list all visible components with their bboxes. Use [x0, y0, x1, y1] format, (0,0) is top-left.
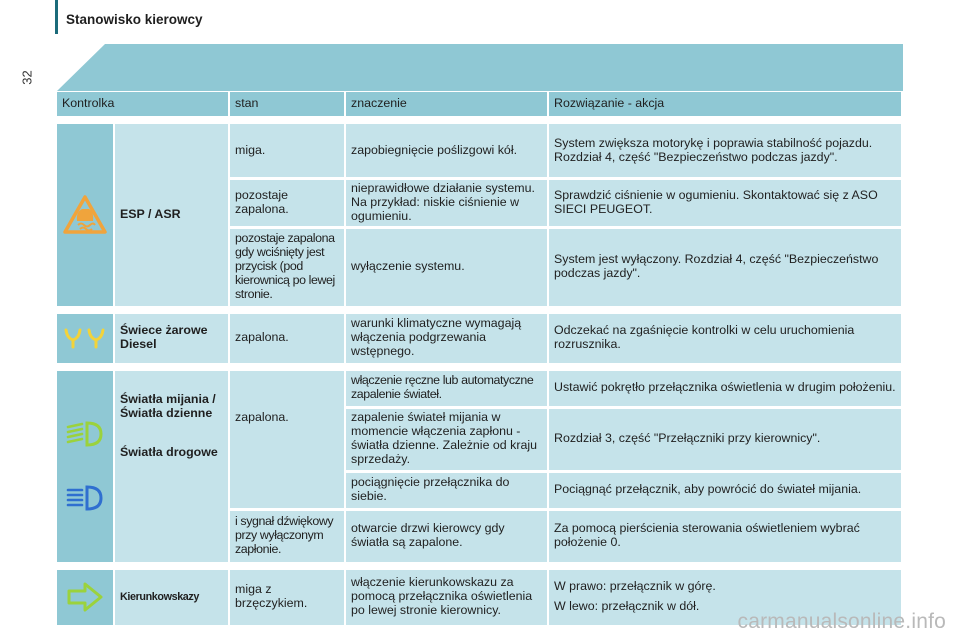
section-marker-bar	[55, 0, 58, 34]
header-znaczenie: znaczenie	[346, 92, 549, 119]
header-stan: stan	[230, 92, 346, 119]
esp-icon-cell	[57, 124, 115, 309]
indicators-znaczenie: włączenie kierunkowskazu za pomocą przełącznika oświetlenia po lewej stronie kierownicy.	[346, 570, 549, 628]
glow-plug-icon	[62, 326, 108, 350]
lights-akcja-1: Ustawić pokrętło przełącznika oświetlenia w drugim położeniu.	[549, 371, 903, 409]
glow-label: Świece żarowe Diesel	[115, 314, 230, 366]
esp-label: ESP / ASR	[115, 124, 230, 309]
esp-znaczenie-2: nieprawidłowe działanie systemu. Na przykład: niskie ciśnienie w ogumieniu.	[346, 180, 549, 229]
lights-znaczenie-2: zapalenie świateł mijania w momencie włączenia zapłonu - światła dzienne. Zależnie od kraju sprzedaży.	[346, 409, 549, 473]
lights-znaczenie-3: pociągnięcie przełącznika do siebie.	[346, 473, 549, 511]
glow-znaczenie: warunki klimatyczne wymagają włączenia podgrzewania wstępnego.	[346, 314, 549, 366]
lights-znaczenie-4: otwarcie drzwi kierowcy gdy światła są zapalone.	[346, 511, 549, 565]
header-kontrolka: Kontrolka	[57, 92, 230, 119]
esp-znaczenie-3: wyłączenie systemu.	[346, 229, 549, 309]
lights-akcja-2: Rozdział 3, część "Przełączniki przy kierownicy".	[549, 409, 903, 473]
table-banner	[57, 44, 903, 91]
dipped-beam-label: Światła mijania / Światła dzienne	[120, 391, 216, 420]
table-row	[57, 314, 903, 366]
lights-stan-sound: i sygnał dźwiękowy przy wyłączonym zapłonie.	[230, 511, 346, 565]
indicators-stan: miga z brzęczykiem.	[230, 570, 346, 628]
header-akcja: Rozwiązanie - akcja	[549, 92, 903, 119]
indicators-akcja-left: W lewo: przełącznik w dół.	[554, 599, 700, 614]
page-number: 32	[19, 70, 35, 85]
indicators-akcja-right: W prawo: przełącznik w górę.	[554, 579, 716, 594]
esp-akcja-3: System jest wyłączony. Rozdział 4, część "Bezpieczeństwo podczas jazdy".	[549, 229, 903, 309]
lights-akcja-4: Za pomocą pierścienia sterowania oświetleniem wybrać położenie 0.	[549, 511, 903, 565]
indicators-icon-cell	[57, 570, 115, 628]
esp-stan-3: pozostaje zapalona gdy wciśnięty jest przycisk (pod kierownicą po lewej stronie.	[230, 229, 346, 309]
main-beam-label: Światła drogowe	[120, 445, 218, 460]
lights-label-cell	[115, 371, 230, 565]
esp-warning-triangle-icon	[62, 194, 108, 236]
main-beam-icon	[62, 483, 108, 513]
turn-signal-arrow-icon	[62, 580, 108, 614]
glow-akcja: Odczekać na zgaśnięcie kontrolki w celu uruchomienia rozrusznika.	[549, 314, 903, 366]
lights-akcja-3: Pociągnąć przełącznik, aby powrócić do świateł mijania.	[549, 473, 903, 511]
lights-stan-main: zapalona.	[230, 371, 346, 511]
table-row	[57, 371, 903, 409]
glow-icon-cell	[57, 314, 115, 366]
dipped-beam-icon	[62, 419, 108, 449]
section-title: Stanowisko kierowcy	[66, 12, 203, 27]
lights-icon-cell	[57, 371, 115, 565]
esp-akcja-1: System zwiększa motorykę i poprawia stabilność pojazdu. Rozdział 4, część "Bezpieczeństwo podczas jazdy".	[549, 124, 903, 180]
watermark: carmanualsonline.info	[737, 610, 946, 633]
glow-stan: zapalona.	[230, 314, 346, 366]
indicators-label: Kierunkowskazy	[115, 570, 230, 628]
esp-znaczenie-1: zapobiegnięcie poślizgowi kół.	[346, 124, 549, 180]
table-header-row	[57, 92, 903, 119]
lights-znaczenie-1: włączenie ręczne lub automatyczne zapalenie świateł.	[346, 371, 549, 409]
esp-stan-1: miga.	[230, 124, 346, 180]
esp-akcja-2: Sprawdzić ciśnienie w ogumieniu. Skontaktować się z ASO SIECI PEUGEOT.	[549, 180, 903, 229]
table-row	[57, 124, 903, 180]
esp-stan-2: pozostaje zapalona.	[230, 180, 346, 229]
warning-lights-table	[57, 92, 903, 628]
